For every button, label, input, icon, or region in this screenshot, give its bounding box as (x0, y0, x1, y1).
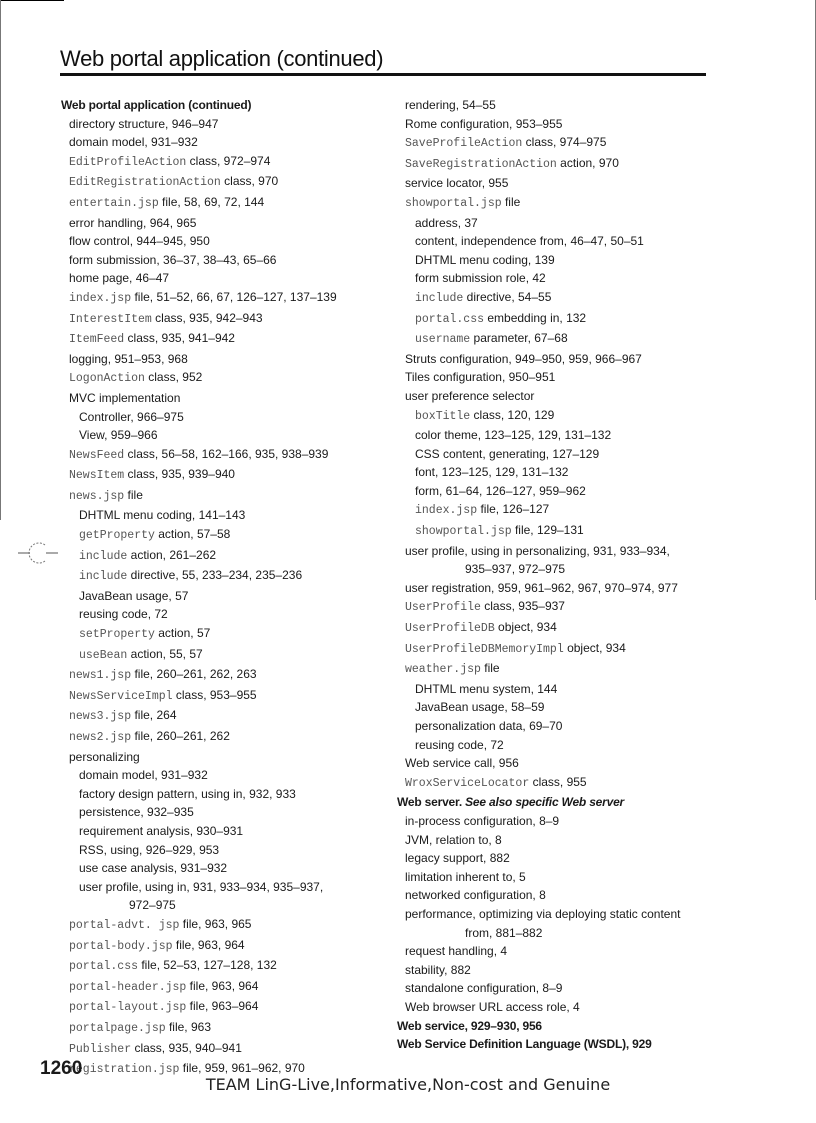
index-subentry (61, 445, 391, 466)
entry-text: DHTML menu coding, 139 (415, 252, 555, 267)
index-subentry (397, 961, 727, 980)
index-sub-subentry (397, 500, 727, 521)
entry-text: request handling, 4 (405, 944, 508, 959)
index-sub-subentry (397, 269, 727, 288)
entry-text: action, 261–262 (127, 547, 217, 562)
entry-text: personalization data, 69–70 (415, 719, 563, 733)
entry-text: action, 55, 57 (127, 646, 203, 661)
entry-text: font, 123–125, 129, 131–132 (415, 465, 569, 480)
code-term: portal-body.jsp (69, 939, 173, 953)
index-subentry (61, 1018, 391, 1039)
index-sub-subentry (61, 878, 391, 897)
entry-text: standalone configuration, 8–9 (405, 981, 563, 996)
entry-text: class, 935–937 (480, 599, 565, 614)
entry-text: embedding in, 132 (484, 310, 587, 325)
index-subentry (61, 329, 391, 350)
entry-text: RSS, using, 926–929, 953 (79, 842, 220, 857)
index-sub-subentry (397, 736, 727, 755)
code-term: news2.jsp (69, 731, 132, 744)
entry-text: file, 264 (131, 708, 177, 723)
entry-text: class, 974–975 (522, 135, 607, 150)
index-subentry (397, 133, 727, 154)
index-subentry (397, 368, 727, 387)
index-subentry (397, 350, 727, 369)
entry-text: file, 963, 965 (179, 916, 252, 931)
entry-text: domain model, 931–932 (79, 768, 208, 783)
entry-text: View, 959–966 (79, 428, 158, 443)
top-crop-rule (0, 0, 64, 1)
index-sub-subentry (397, 680, 727, 699)
page-footer: TEAM LinG-Live,Informative,Non-cost and Genuine (205, 1075, 611, 1094)
entry-text: Web service, 929–930, 956 (397, 1018, 542, 1033)
index-subentry (61, 977, 391, 998)
index-subentry (397, 387, 727, 406)
index-subentry (61, 152, 391, 173)
index-sub-subentry (397, 426, 727, 445)
entry-text: form, 61–64, 126–127, 959–962 (415, 483, 586, 498)
entry-text: file, 129–131 (511, 523, 584, 538)
entry-text: file (480, 661, 500, 676)
entry-text: form submission role, 42 (415, 271, 546, 286)
entry-text: flow control, 944–945, 950 (69, 234, 210, 249)
index-sub-subentry (397, 309, 727, 330)
index-subentry (61, 172, 391, 193)
entry-text: Web Service Definition Language (WSDL), 929 (397, 1037, 652, 1052)
index-subentry (61, 288, 391, 309)
index-subentry (397, 618, 727, 639)
entry-text: class, 120, 129 (470, 407, 555, 422)
entry-text: 972–975 (129, 898, 176, 913)
left-edge-rule (0, 0, 1, 520)
entry-text: JavaBean usage, 57 (79, 588, 189, 603)
entry-text: requirement analysis, 930–931 (79, 823, 244, 838)
entry-text: class, 935, 941–942 (124, 331, 235, 346)
entry-text: directory structure, 946–947 (69, 116, 219, 131)
code-term: InterestItem (69, 312, 152, 326)
entry-text: Tiles configuration, 950–951 (405, 370, 556, 385)
entry-text: class, 972–974 (186, 153, 271, 168)
index-sub-subentry (61, 546, 391, 567)
code-term: UserProfileDBMemoryImpl (405, 642, 564, 656)
entry-text: DHTML menu system, 144 (415, 681, 558, 696)
index-subentry (397, 193, 727, 214)
entry-text: Web server. (397, 795, 466, 810)
index-subentry (397, 754, 727, 773)
entry-text: from, 881–882 (465, 925, 543, 940)
entry-text: Web service call, 956 (405, 756, 519, 771)
code-term: setProperty (79, 628, 155, 642)
index-subentry (397, 773, 727, 794)
entry-text: file, 58, 69, 72, 144 (158, 194, 265, 209)
index-sub-subentry (61, 605, 391, 624)
entry-text: object, 934 (563, 640, 626, 655)
index-subentry (61, 309, 391, 330)
entry-text: legacy support, 882 (405, 851, 510, 866)
index-column-left (61, 96, 391, 1080)
code-term: Publisher (69, 1042, 132, 1056)
code-term: include (79, 549, 128, 563)
code-term: index.jsp (69, 291, 132, 305)
index-subentry (397, 579, 727, 598)
index-subentry (397, 542, 727, 561)
code-term: news.jsp (69, 489, 125, 503)
code-term: index.jsp (415, 504, 478, 518)
code-term: include (415, 291, 464, 305)
entry-text: DHTML menu coding, 141–143 (79, 508, 246, 523)
index-sub-subentry (61, 506, 391, 525)
entry-text: in-process configuration, 8–9 (405, 813, 560, 828)
index-subentry (397, 905, 727, 924)
index-subentry (397, 812, 727, 831)
entry-text: JavaBean usage, 58–59 (415, 700, 545, 715)
index-subentry (61, 936, 391, 957)
code-term: portal.css (415, 312, 485, 326)
entry-text: content, independence from, 46–47, 50–51 (415, 234, 644, 249)
entry-text: Rome configuration, 953–955 (405, 116, 563, 131)
code-term: LogonAction (69, 372, 145, 386)
index-subentry (61, 486, 391, 507)
entry-text: directive, 55, 233–234, 235–236 (127, 568, 303, 583)
code-term: portal-layout.jsp (69, 1001, 187, 1015)
index-subentry (61, 232, 391, 251)
code-term: showportal.jsp (405, 196, 502, 210)
entry-text: object, 934 (494, 620, 557, 635)
index-sub-subentry (61, 408, 391, 427)
code-term: showportal.jsp (415, 525, 512, 539)
index-sub-subentry (61, 859, 391, 878)
index-sub-subentry (61, 645, 391, 666)
code-term: EditRegistrationAction (69, 176, 221, 190)
index-subentry (397, 998, 727, 1017)
entry-text: logging, 951–953, 968 (69, 351, 188, 366)
index-subentry (61, 368, 391, 389)
code-term: portal-advt. jsp (69, 918, 180, 932)
entry-text: file, 260–261, 262, 263 (131, 667, 257, 682)
index-subentry (397, 831, 727, 850)
index-subentry (61, 956, 391, 977)
index-subentry (61, 686, 391, 707)
entry-text: class, 935, 942–943 (151, 310, 263, 325)
index-subentry (397, 639, 727, 660)
index-sub-subentry (61, 841, 391, 860)
index-subentry (61, 269, 391, 288)
index-subentry (61, 214, 391, 233)
entry-text: class, 955 (529, 774, 587, 789)
index-column-right (397, 96, 727, 1054)
index-subentry (397, 154, 727, 175)
index-main-entry (61, 96, 391, 115)
code-term: news1.jsp (69, 669, 132, 683)
entry-text: action, 57–58 (154, 527, 231, 542)
entry-text: CSS content, generating, 127–129 (415, 446, 600, 461)
code-term: boxTitle (415, 409, 471, 423)
running-head: Web portal application (continued) (60, 46, 384, 71)
index-sub-subentry (61, 803, 391, 822)
index-subentry (397, 597, 727, 618)
entry-text: class, 953–955 (172, 687, 257, 702)
entry-text: parameter, 67–68 (470, 331, 568, 346)
index-subentry (397, 942, 727, 961)
index-subentry (61, 465, 391, 486)
code-term: useBean (79, 648, 128, 662)
code-term: portal-header.jsp (69, 980, 187, 994)
entry-text: stability, 882 (405, 962, 471, 977)
code-term: entertain.jsp (69, 196, 159, 210)
index-main-entry (397, 793, 727, 812)
index-main-entry (397, 1017, 727, 1036)
entry-text: Struts configuration, 949–950, 959, 966–967 (405, 351, 642, 366)
code-term: include (79, 570, 128, 584)
entry-text: form submission, 36–37, 38–43, 65–66 (69, 252, 277, 267)
index-subentry (61, 133, 391, 152)
index-subentry (397, 96, 727, 115)
index-subentry (397, 868, 727, 887)
entry-text: service locator, 955 (405, 176, 509, 191)
index-subentry (61, 350, 391, 369)
entry-text: home page, 46–47 (69, 271, 170, 286)
entry-text: file, 260–261, 262 (131, 729, 230, 743)
index-sub-subentry (61, 766, 391, 785)
index-subentry (397, 886, 727, 905)
index-subentry (61, 748, 391, 767)
entry-text: directive, 54–55 (463, 289, 552, 304)
entry-text: JVM, relation to, 8 (405, 832, 502, 847)
entry-text: user registration, 959, 961–962, 967, 970–974, 977 (405, 580, 678, 595)
code-term: WroxServiceLocator (405, 776, 530, 790)
page-number: 1260 (40, 1058, 83, 1079)
entry-text: rendering, 54–55 (405, 98, 496, 112)
index-sub-subentry (397, 232, 727, 251)
index-subentry (61, 997, 391, 1018)
entry-text: class, 970 (220, 174, 279, 189)
entry-text: file, 963 (165, 1019, 211, 1034)
entry-text: class, 952 (144, 370, 203, 385)
entry-text: MVC implementation (69, 390, 181, 405)
entry-text: class, 935, 939–940 (124, 467, 235, 482)
entry-text: networked configuration, 8 (405, 888, 546, 903)
entry-text: domain model, 931–932 (69, 135, 198, 150)
index-subentry (61, 706, 391, 727)
index-sub-subentry (397, 406, 727, 427)
entry-text: class, 56–58, 162–166, 935, 938–939 (124, 446, 329, 461)
entry-text: reusing code, 72 (79, 607, 168, 622)
entry-text: error handling, 964, 965 (69, 215, 197, 230)
entry-text: user preference selector (405, 388, 535, 403)
index-sub-subentry (397, 251, 727, 270)
code-term: username (415, 333, 471, 347)
index-sub-subentry (397, 698, 727, 717)
entry-text: file, 963–964 (186, 999, 259, 1014)
index-sub-subentry (397, 521, 727, 542)
code-term: UserProfile (405, 601, 481, 615)
code-term: EditProfileAction (69, 155, 187, 169)
index-subentry (397, 849, 727, 868)
index-subentry (61, 251, 391, 270)
see-also-reference: See also specific Web server (465, 795, 625, 810)
index-continuation (397, 924, 727, 943)
entry-text: file (501, 194, 521, 209)
index-subentry (61, 115, 391, 134)
index-subentry (397, 979, 727, 998)
index-subentry (61, 915, 391, 936)
index-sub-subentry (397, 717, 727, 736)
index-sub-subentry (61, 624, 391, 645)
index-subentry (397, 174, 727, 193)
entry-text: use case analysis, 931–932 (79, 861, 228, 876)
index-subentry (61, 389, 391, 408)
code-term: portalpage.jsp (69, 1021, 166, 1035)
code-term: NewsItem (69, 469, 125, 483)
index-sub-subentry (61, 566, 391, 587)
entry-text: file, 959, 961–962, 970 (179, 1061, 305, 1076)
entry-text: Web portal application (continued) (61, 98, 252, 112)
index-subentry (397, 115, 727, 134)
entry-text: 935–937, 972–975 (465, 562, 566, 577)
index-sub-subentry (61, 525, 391, 546)
entry-text: file, 126–127 (477, 502, 550, 517)
entry-text: persistence, 932–935 (79, 805, 194, 820)
index-sub-subentry (397, 445, 727, 464)
code-term: registration.jsp (69, 1063, 180, 1077)
index-subentry (397, 659, 727, 680)
entry-text: file, 51–52, 66, 67, 126–127, 137–139 (131, 289, 337, 304)
entry-text: reusing code, 72 (415, 737, 504, 752)
entry-text: file (124, 487, 143, 502)
code-term: news3.jsp (69, 710, 132, 724)
entry-text: user profile, using in personalizing, 931, 933–934, (405, 543, 670, 558)
registration-mark-icon (18, 538, 58, 568)
entry-text: user profile, using in, 931, 933–934, 935–937, (79, 879, 324, 894)
index-subentry (61, 665, 391, 686)
entry-text: class, 935, 940–941 (131, 1040, 242, 1055)
running-head-rule (60, 73, 706, 76)
entry-text: color theme, 123–125, 129, 131–132 (415, 428, 612, 443)
index-sub-subentry (61, 822, 391, 841)
index-sub-subentry (397, 288, 727, 309)
code-term: SaveRegistrationAction (405, 157, 557, 171)
entry-text: limitation inherent to, 5 (405, 869, 526, 884)
code-term: NewsServiceImpl (69, 689, 173, 703)
code-term: portal.css (69, 960, 139, 974)
index-continuation (61, 896, 391, 915)
entry-text: file, 52–53, 127–128, 132 (138, 958, 277, 973)
index-subentry (61, 1039, 391, 1060)
entry-text: performance, optimizing via deploying static content (405, 906, 681, 921)
index-sub-subentry (61, 785, 391, 804)
index-sub-subentry (61, 426, 391, 445)
entry-text: Controller, 966–975 (79, 409, 184, 424)
entry-text: action, 57 (154, 626, 211, 641)
entry-text: file, 963, 964 (172, 937, 245, 952)
entry-text: Web browser URL access role, 4 (405, 999, 580, 1014)
code-term: NewsFeed (69, 448, 125, 462)
entry-text: action, 970 (556, 155, 619, 170)
index-sub-subentry (61, 587, 391, 606)
entry-text: file, 963, 964 (186, 978, 259, 993)
code-term: UserProfileDB (405, 622, 495, 636)
index-continuation (397, 560, 727, 579)
index-main-entry (397, 1035, 727, 1054)
code-term: getProperty (79, 529, 155, 543)
code-term: weather.jsp (405, 663, 481, 677)
code-term: SaveProfileAction (405, 137, 523, 151)
code-term: ItemFeed (69, 333, 125, 347)
index-sub-subentry (397, 463, 727, 482)
entry-text: personalizing (69, 749, 140, 764)
index-sub-subentry (397, 482, 727, 501)
entry-text: address, 37 (415, 215, 478, 230)
index-sub-subentry (397, 329, 727, 350)
index-sub-subentry (397, 214, 727, 233)
entry-text: factory design pattern, using in, 932, 933 (79, 786, 296, 801)
index-subentry (61, 727, 391, 748)
index-subentry (61, 193, 391, 214)
